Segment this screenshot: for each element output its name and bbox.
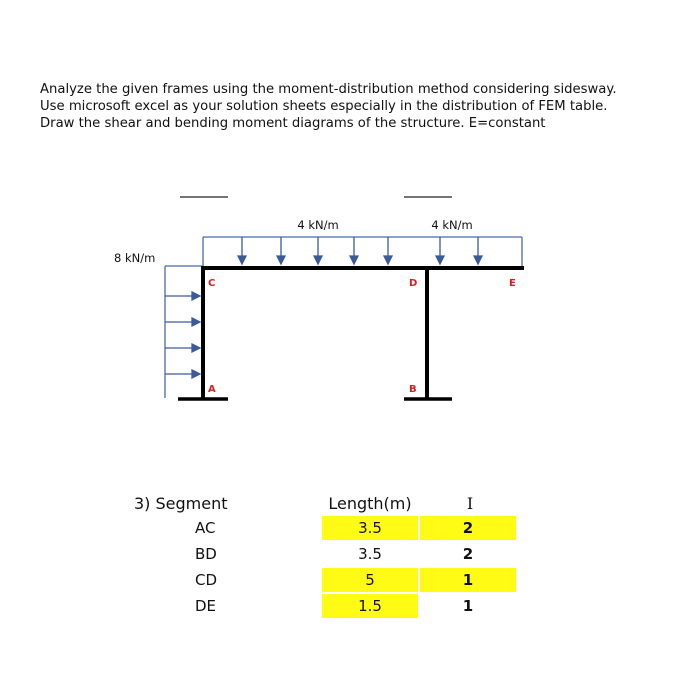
segment-header: 3) Segment [134,494,228,513]
joint-label-d: D [409,278,418,289]
instruction-line-2: Use microsoft excel as your solution sheets especially in the distribution of FEM table. [40,99,608,114]
instruction-line-1: Analyze the given frames using the moment-distribution method considering sidesway. [40,82,617,97]
segment-name: BD [195,545,217,563]
segment-name: AC [195,519,216,537]
joint-label-a: A [208,384,216,395]
inertia-cell: 2 [462,545,474,563]
load-label-2: 4 kN/m [431,218,473,232]
column-load-arrows [165,292,200,378]
column-distributed-load [165,266,203,398]
inertia-cell: 2 [420,516,516,540]
beam-distributed-load [203,237,522,266]
instruction-line-3: Draw the shear and bending moment diagrams of the structure. E=constant [40,116,546,131]
joint-label-c: C [208,278,216,289]
length-cell: 1.5 [322,594,418,618]
segment-name: CD [195,571,218,589]
joint-label-e: E [509,278,516,289]
beam-load-arrows [238,237,482,264]
joint-label-b: B [409,384,417,395]
length-cell: 3.5 [358,545,382,563]
length-cell: 3.5 [322,516,418,540]
load-label-1: 4 kN/m [297,218,339,232]
segment-name: DE [195,597,217,615]
inertia-header: I [466,494,474,513]
inertia-cell: 1 [420,568,516,592]
inertia-cell: 1 [462,597,474,615]
length-header: Length(m) [328,494,412,513]
length-cell: 5 [322,568,418,592]
side-load-label: 8 kN/m [114,251,156,265]
